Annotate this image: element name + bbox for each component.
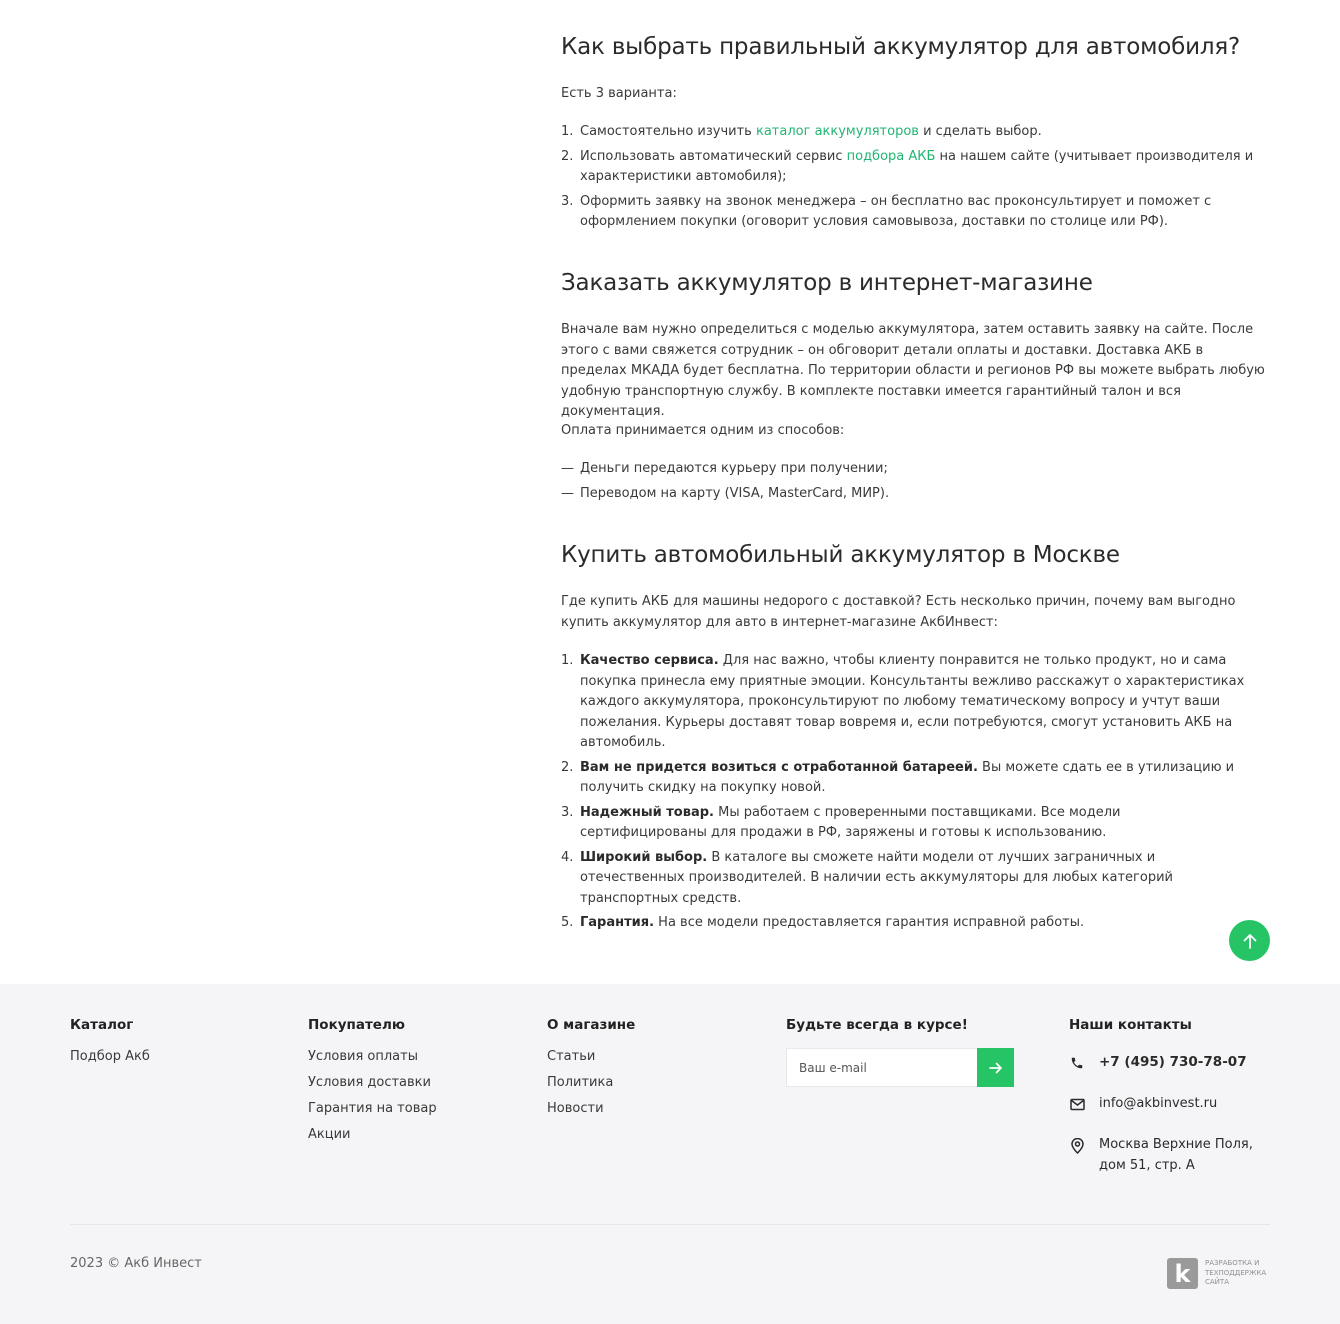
contact-email[interactable] <box>1069 1094 1259 1115</box>
email-input[interactable] <box>786 1048 977 1087</box>
list-number: 2. <box>561 148 574 164</box>
reason-title: Надежный товар. <box>580 804 714 820</box>
list-item <box>561 758 1251 799</box>
footer <box>0 984 1340 1324</box>
battery-selection-link[interactable]: подбора АКБ <box>846 148 936 164</box>
footer-divider <box>70 1224 1270 1225</box>
section-heading-choose: Как выбрать правильный аккумулятор для автомобиля? <box>561 34 1240 60</box>
footer-heading: Каталог <box>70 1017 134 1033</box>
list-number: 3. <box>561 804 574 820</box>
list-text: Самостоятельно изучить <box>580 124 756 139</box>
list-text: Деньги передаются курьеру при получении; <box>580 461 888 476</box>
footer-link-delivery[interactable]: Условия доставки <box>308 1075 431 1090</box>
list-item <box>561 147 1273 188</box>
buy-paragraph: Где купить АКБ для машины недорого с доставкой? Есть несколько причин, почему вам выгодно купить аккумулятор для авто в интернет-магазине АкбИнвест: <box>561 594 1236 630</box>
list-number: 3. <box>561 193 574 209</box>
arrow-up-icon <box>1243 933 1257 949</box>
footer-buyer-column <box>308 1016 437 1152</box>
list-text: Оформить заявку на звонок менеджера – он бесплатно вас проконсультирует и поможет с оформлением покупки (оговорит условия самовывоза, доставки по столице или РФ). <box>580 193 1212 229</box>
list-item <box>561 803 1251 844</box>
reason-title: Вам не придется возиться с отработанной батареей. <box>580 759 978 775</box>
map-pin-icon <box>1069 1138 1085 1154</box>
address-text: Москва Верхние Поля, дом 51, стр. А <box>1099 1137 1253 1173</box>
section-heading-buy: Купить автомобильный аккумулятор в Москве <box>561 542 1120 568</box>
subscribe-form <box>786 1048 1014 1087</box>
footer-subscribe-column <box>786 1016 1014 1087</box>
list-item <box>561 192 1273 233</box>
list-item <box>561 848 1251 910</box>
payment-intro: Оплата принимается одним из способов: <box>561 423 845 438</box>
list-text: Переводом на карту (VISA, MasterCard, МИР). <box>580 485 890 501</box>
developer-credit[interactable] <box>1167 1258 1275 1289</box>
footer-heading: О магазине <box>547 1017 636 1033</box>
footer-heading: Покупателю <box>308 1017 405 1033</box>
phone-icon <box>1069 1055 1085 1071</box>
contact-address <box>1069 1135 1259 1176</box>
list-text: Для нас важно, чтобы клиенту понравится не только продукт, но и сама покупка принесла ему приятные эмоции. Консультанты вежливо расскажут о характеристиках каждого аккумулятора, проконсультируют по любому тематическому вопросу и учтут ваши пожелания. Курьеры доставят товар вовремя и, если потребуются, смогут установить АКБ на автомобиль. <box>580 653 1245 750</box>
list-text: Мы работаем с проверенными поставщиками. Все модели сертифицированы для продажи в РФ, заряжены и готовы к использованию. <box>580 804 1121 840</box>
reasons-list <box>561 651 1251 938</box>
scroll-to-top-button[interactable] <box>1229 920 1270 961</box>
footer-heading: Наши контакты <box>1069 1017 1192 1033</box>
list-text: и сделать выбор. <box>918 124 1042 139</box>
contact-phone[interactable] <box>1069 1052 1259 1073</box>
arrow-right-icon <box>989 1062 1003 1074</box>
list-text: на нашем сайте (учитывает производителя и характеристики автомобиля); <box>580 148 1254 184</box>
reason-title: Качество сервиса. <box>580 653 719 668</box>
footer-contacts-column <box>1069 1016 1259 1197</box>
payment-list <box>561 459 889 508</box>
catalog-link[interactable]: каталог аккумуляторов <box>755 124 919 139</box>
footer-link-articles[interactable]: Статьи <box>547 1049 596 1064</box>
list-item <box>561 122 1273 143</box>
options-list <box>561 122 1273 237</box>
list-item <box>561 651 1251 754</box>
order-paragraph: Вначале вам нужно определиться с моделью аккумулятора, затем оставить заявку на сайте. После этого с вами свяжется сотрудник – он обговорит детали оплаты и доставки. Доставка АКБ в пределах МКАДА будет бесплатна. По территории области и регионов РФ вы можете выбрать любую удобную транспортную службу. В комплекте поставки имеется гарантийный талон и вся документация. <box>561 322 1265 419</box>
footer-link-promotions[interactable]: Акции <box>308 1127 351 1142</box>
list-number: 5. <box>561 915 574 930</box>
list-number: 4. <box>561 849 574 865</box>
developer-logo: k <box>1167 1258 1198 1289</box>
dash-marker: — <box>561 485 574 501</box>
footer-link-policy[interactable]: Политика <box>547 1075 614 1090</box>
reason-title: Гарантия. <box>580 915 655 930</box>
reason-title: Широкий выбор. <box>580 849 708 865</box>
list-item <box>561 913 1251 934</box>
footer-catalog-column <box>70 1016 150 1074</box>
list-text: В каталоге вы сможете найти модели от лучших заграничных и отечественных производителей. В наличии есть аккумуляторы для любых категорий транспортных средств. <box>580 849 1173 906</box>
footer-link-news[interactable]: Новости <box>547 1101 604 1116</box>
list-text: На все модели предоставляется гарантия исправной работы. <box>654 915 1085 930</box>
section-heading-order: Заказать аккумулятор в интернет-магазине <box>561 270 1093 296</box>
list-number: 1. <box>561 653 574 668</box>
footer-heading: Будьте всегда в курсе! <box>786 1017 968 1033</box>
list-item <box>561 484 889 505</box>
section-intro: Есть 3 варианта: <box>561 86 677 101</box>
mail-icon <box>1069 1097 1085 1113</box>
dash-marker: — <box>561 461 574 476</box>
list-text: Вы можете сдать ее в утилизацию и получить скидку на покупку новой. <box>580 759 1235 795</box>
footer-link-payment[interactable]: Условия оплаты <box>308 1049 418 1064</box>
list-number: 1. <box>561 124 574 139</box>
footer-link-battery-selection[interactable]: Подбор Акб <box>70 1049 150 1064</box>
copyright: 2023 © Акб Инвест <box>70 1256 202 1271</box>
list-item <box>561 459 889 480</box>
phone-number: +7 (495) 730-78-07 <box>1099 1054 1247 1070</box>
list-text: Использовать автоматический сервис <box>580 148 847 164</box>
email-address: info@akbinvest.ru <box>1099 1095 1218 1111</box>
footer-link-warranty[interactable]: Гарантия на товар <box>308 1101 437 1116</box>
developer-text: РАЗРАБОТКА И ТЕХПОДДЕРЖКА САЙТА <box>1205 1259 1267 1287</box>
list-number: 2. <box>561 759 574 775</box>
subscribe-button[interactable] <box>977 1048 1014 1087</box>
footer-shop-column <box>547 1016 635 1126</box>
